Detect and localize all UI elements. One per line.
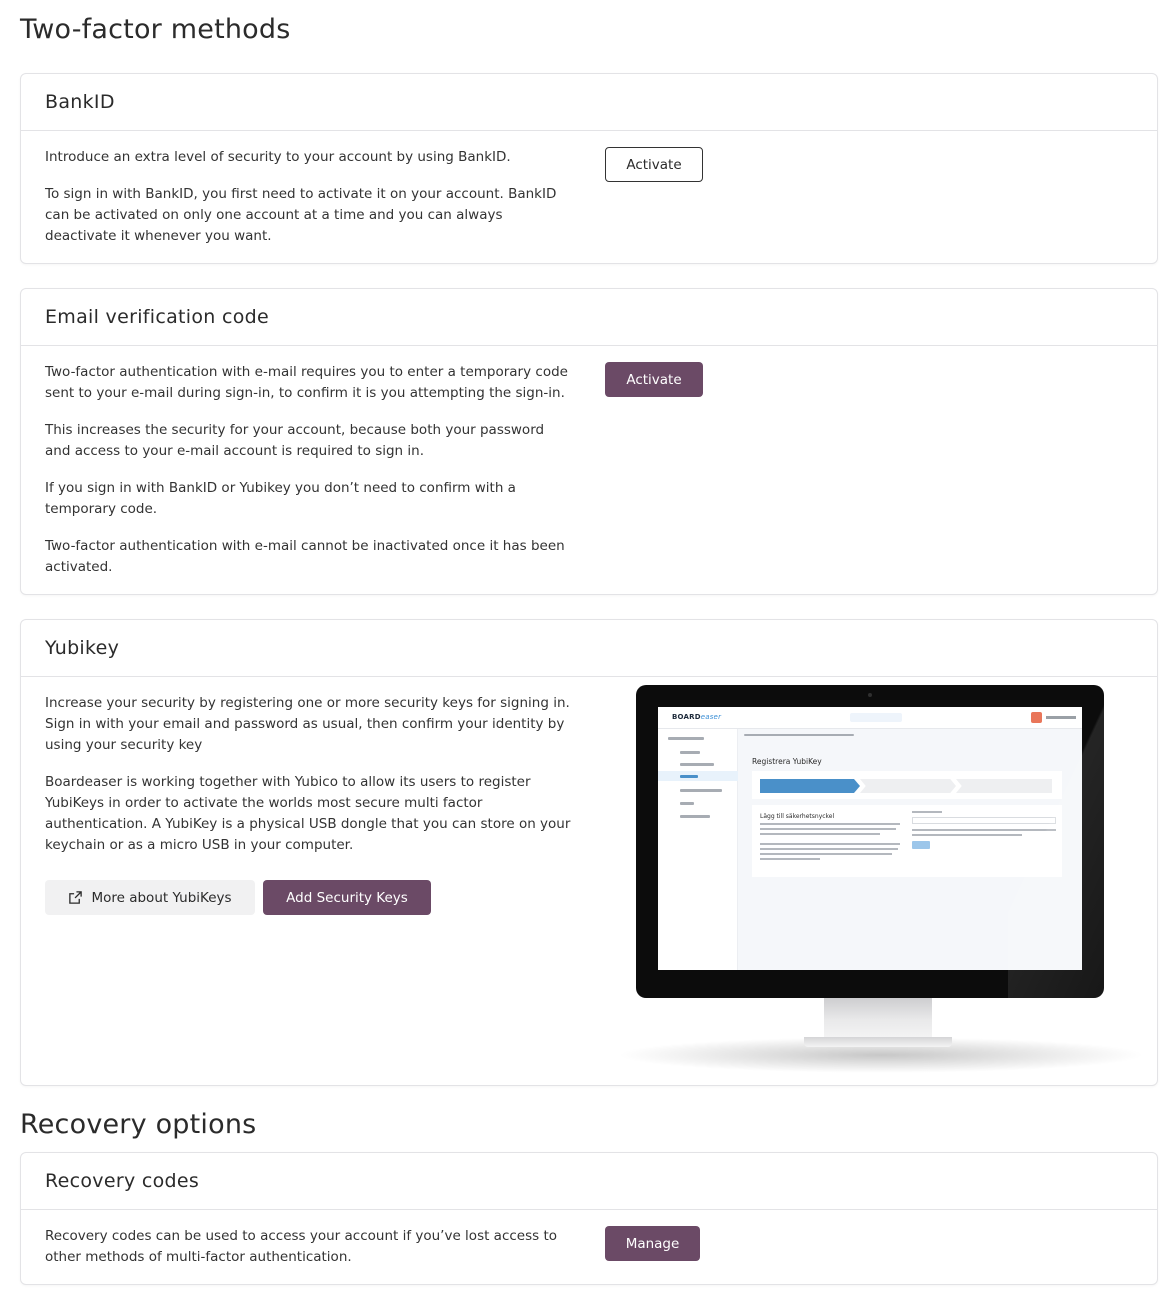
screen-sidebar-line bbox=[680, 802, 694, 805]
screen-sidebar-line bbox=[680, 751, 700, 754]
screen-text-line bbox=[912, 811, 942, 813]
screen-username bbox=[1046, 716, 1076, 719]
screen-panel bbox=[752, 805, 1062, 877]
screen-input bbox=[912, 817, 1056, 824]
recovery-codes-body bbox=[21, 1210, 1157, 1284]
email-card-header bbox=[21, 289, 1157, 346]
recovery-codes-header bbox=[21, 1153, 1157, 1210]
monitor-stand-base bbox=[804, 1037, 952, 1047]
screen-sidebar-line bbox=[668, 737, 704, 740]
screen-sidebar bbox=[658, 729, 738, 970]
screen-sidebar-selected bbox=[658, 771, 738, 781]
yubikey-card bbox=[20, 619, 1158, 1086]
recovery-section-title: Recovery options bbox=[20, 1109, 257, 1140]
yubikey-card-header bbox=[21, 620, 1157, 677]
recovery-codes-title: Recovery codes bbox=[45, 1170, 200, 1192]
email-activate-button[interactable]: Activate bbox=[605, 362, 703, 397]
yubikey-card-body bbox=[21, 677, 1157, 1085]
recovery-codes-card bbox=[20, 1152, 1158, 1285]
screen-text-line bbox=[760, 823, 900, 825]
bankid-card-header bbox=[21, 74, 1157, 131]
monitor-camera bbox=[868, 693, 872, 697]
screen-text-line bbox=[912, 829, 1056, 831]
screen-panel-title: Lägg till säkerhetsnyckel bbox=[760, 813, 835, 820]
bankid-card-body bbox=[21, 131, 1157, 263]
email-description bbox=[45, 362, 573, 578]
screen-logo: BOARDeaser bbox=[672, 713, 722, 721]
email-paragraph: Two-factor authentication with e-mail requires you to enter a temporary code sent to your e-mail during sign-in, to confirm it is you attempting the sign-in. bbox=[45, 364, 568, 401]
screen-heading: Registrera YubiKey bbox=[752, 757, 822, 766]
more-about-yubikeys-button[interactable] bbox=[45, 880, 255, 915]
yubikey-monitor-illustration bbox=[616, 685, 1146, 1085]
recovery-codes-text: Recovery codes can be used to access your account if you’ve lost access to other methods of multi-factor authentication. bbox=[45, 1228, 558, 1265]
screen-step-active bbox=[760, 779, 860, 793]
screen-text-line bbox=[760, 853, 892, 855]
email-paragraph: If you sign in with BankID or Yubikey you don’t need to confirm with a temporary code. bbox=[45, 480, 516, 517]
email-card-body bbox=[21, 346, 1157, 594]
yubikey-description bbox=[45, 693, 573, 856]
manage-recovery-codes-button[interactable]: Manage bbox=[605, 1226, 700, 1261]
screen-text-line bbox=[760, 848, 898, 850]
monitor-screen bbox=[658, 707, 1082, 970]
screen-sidebar-line bbox=[680, 775, 698, 778]
two-factor-section-title: Two-factor methods bbox=[20, 14, 291, 45]
screen-breadcrumb bbox=[744, 734, 854, 736]
yubikey-paragraph: Boardeaser is working together with Yubico to allow its users to register YubiKeys in order to activate the worlds most secure multi factor authentication. A YubiKey is a physical USB dongle that you can store on your keychain or as a micro USB in your computer. bbox=[45, 774, 571, 853]
monitor-bezel bbox=[636, 685, 1104, 998]
bankid-paragraph: To sign in with BankID, you first need to activate it on your account. BankID can be activated on only one account at a time and you can always deactivate it whenever you want. bbox=[45, 186, 557, 244]
yubikey-title: Yubikey bbox=[45, 637, 120, 659]
screen-steps bbox=[752, 771, 1062, 799]
screen-button bbox=[912, 841, 930, 849]
screen-text-line bbox=[760, 828, 896, 830]
email-verification-card bbox=[20, 288, 1158, 595]
email-paragraph: This increases the security for your account, because both your password and access to your e-mail account is required to sign in. bbox=[45, 422, 545, 459]
recovery-codes-description bbox=[45, 1226, 573, 1268]
bankid-card bbox=[20, 73, 1158, 264]
bankid-activate-button[interactable]: Activate bbox=[605, 147, 703, 182]
bankid-paragraph: Introduce an extra level of security to your account by using BankID. bbox=[45, 149, 511, 165]
bankid-title: BankID bbox=[45, 91, 115, 113]
yubikey-paragraph: Increase your security by registering one or more security keys for signing in. Sign in with your email and password as usual, then confirm your identity by using your security key bbox=[45, 695, 570, 753]
screen-avatar bbox=[1031, 712, 1042, 723]
screen-topbar bbox=[658, 707, 1082, 729]
screen-org-pill bbox=[850, 713, 902, 722]
screen-text-line bbox=[760, 843, 900, 845]
bankid-description bbox=[45, 147, 573, 247]
add-security-keys-button[interactable]: Add Security Keys bbox=[263, 880, 431, 915]
email-title: Email verification code bbox=[45, 306, 269, 328]
screen-step bbox=[956, 779, 1052, 793]
screen-sidebar-line bbox=[680, 789, 722, 792]
more-about-yubikeys-label: More about YubiKeys bbox=[91, 889, 232, 906]
screen-text-line bbox=[760, 858, 820, 860]
external-link-icon bbox=[68, 890, 83, 905]
screen-sidebar-line bbox=[680, 763, 714, 766]
screen-step bbox=[860, 779, 956, 793]
screen-sidebar-line bbox=[680, 815, 710, 818]
screen-text-line bbox=[912, 834, 1022, 836]
screen-text-line bbox=[760, 833, 880, 835]
email-paragraph: Two-factor authentication with e-mail cannot be inactivated once it has been activated. bbox=[45, 538, 565, 575]
